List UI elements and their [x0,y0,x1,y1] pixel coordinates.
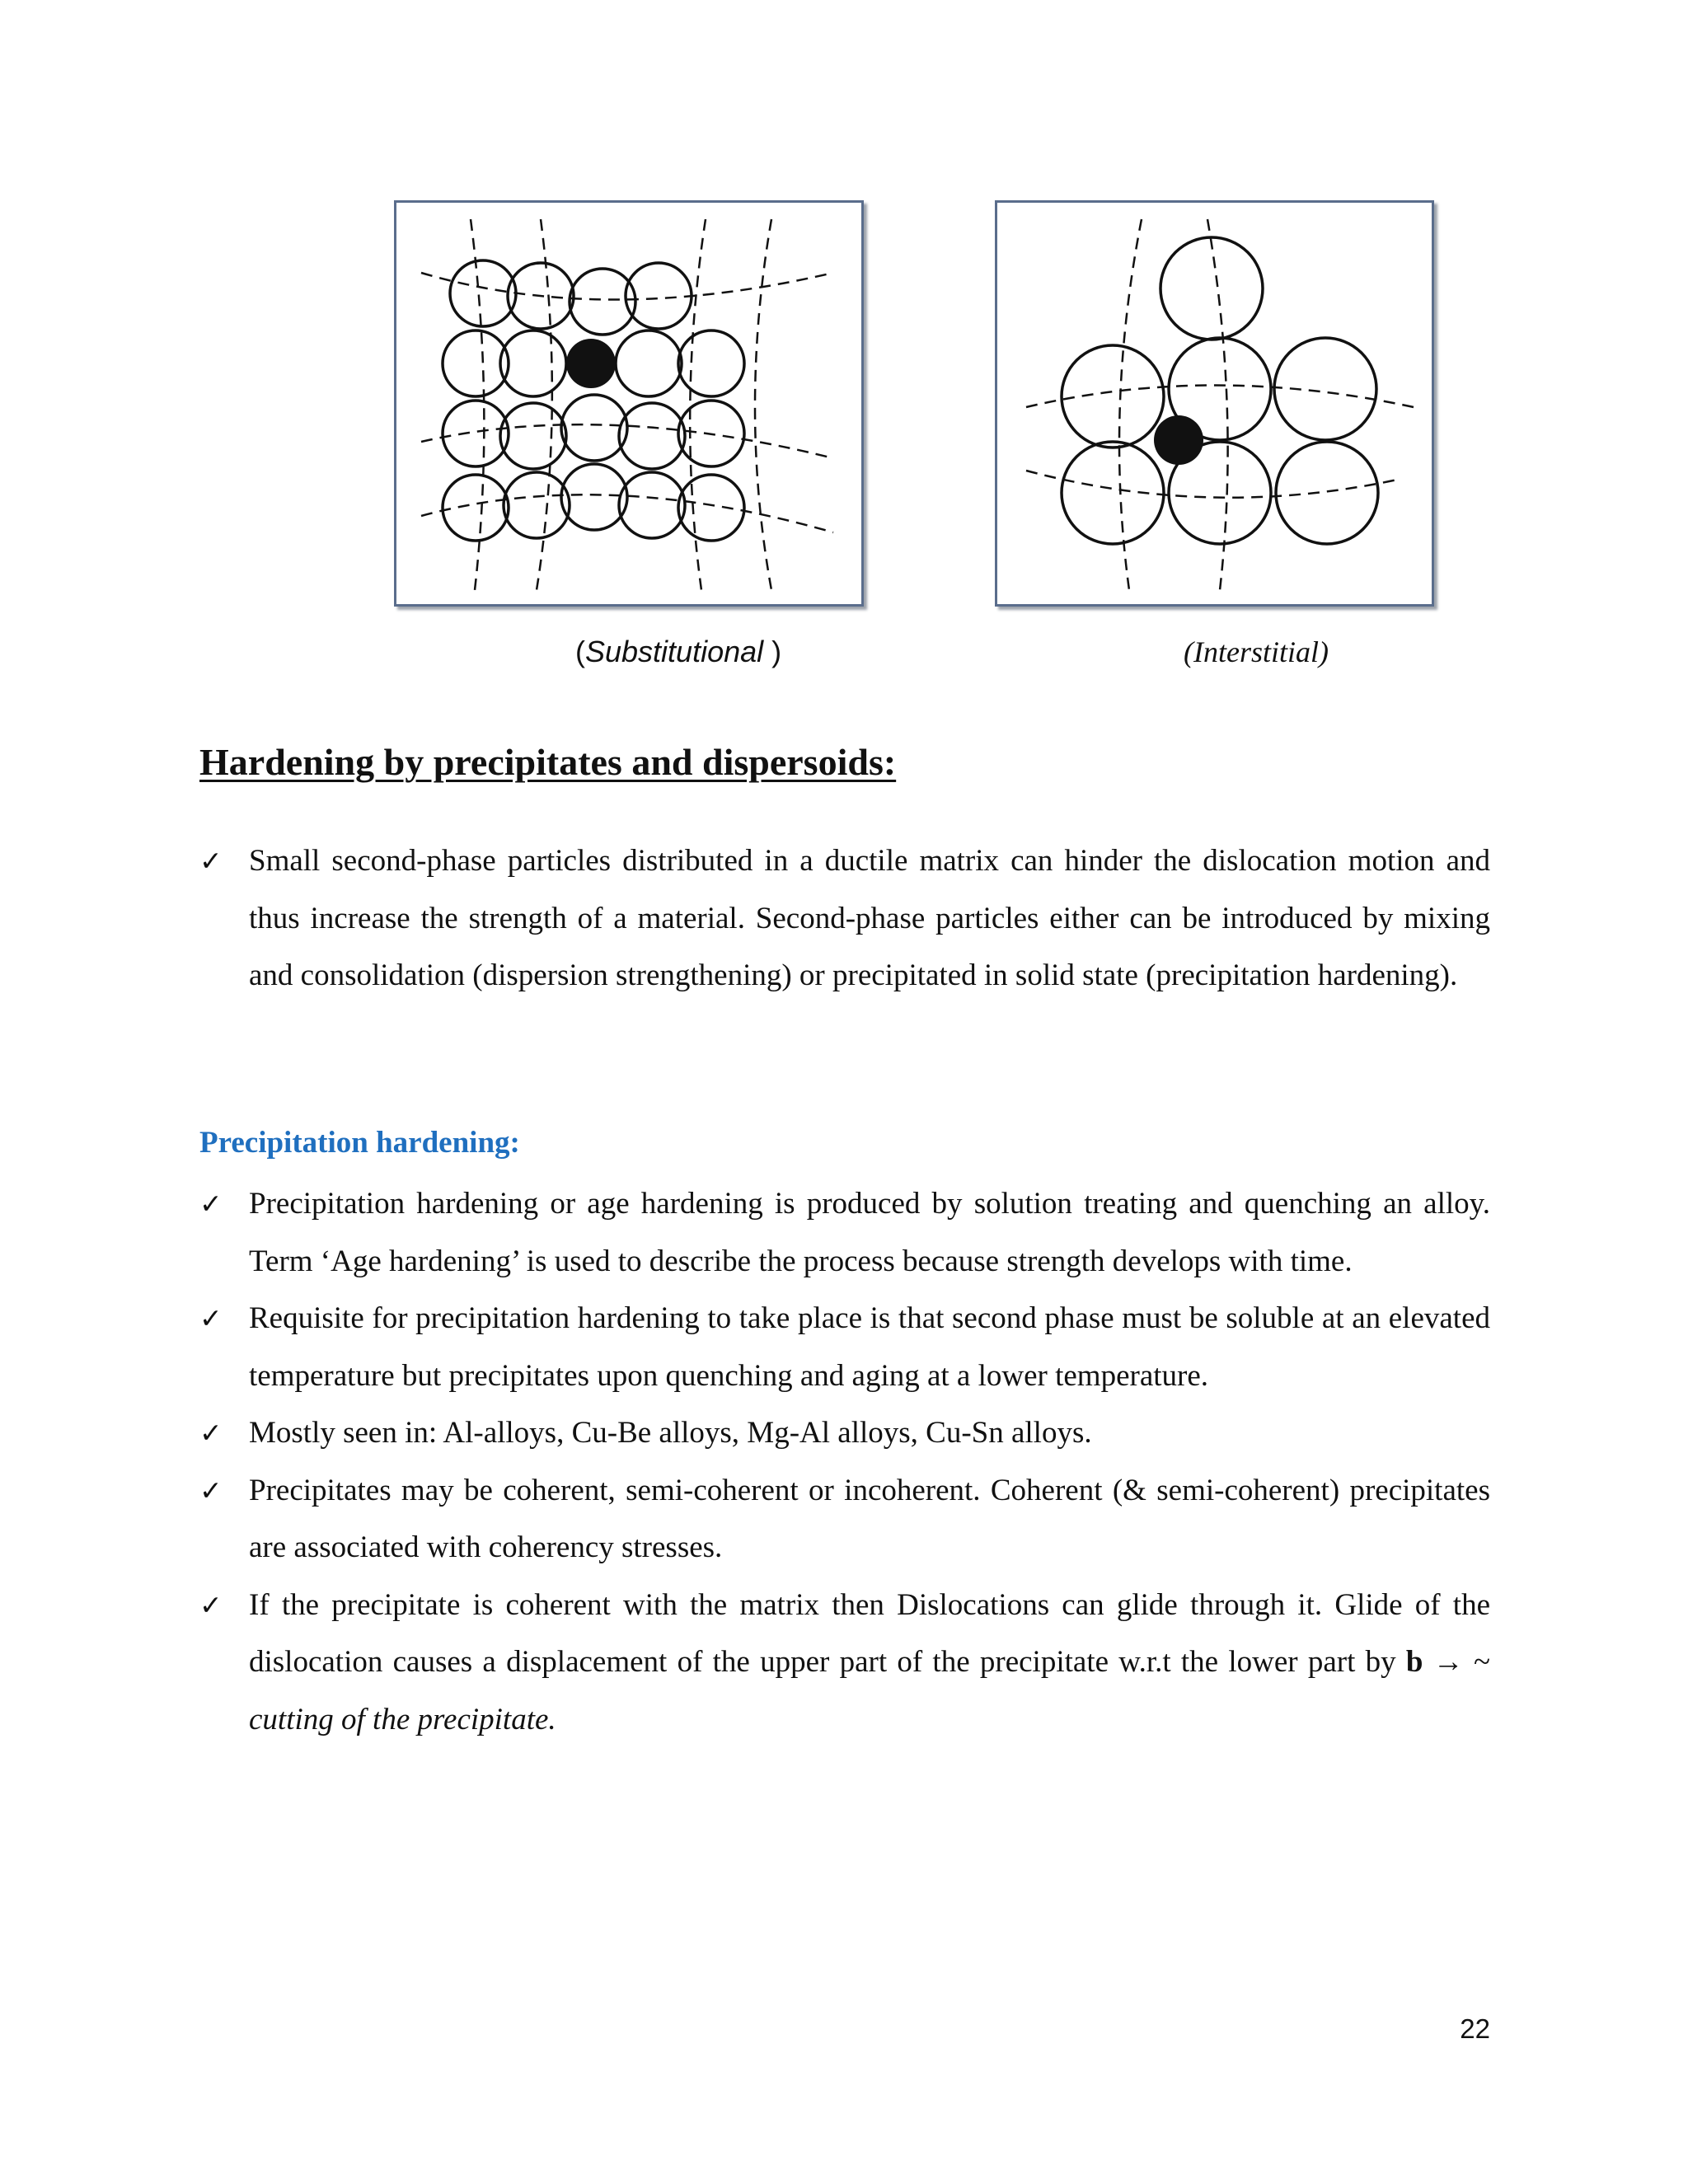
list-item: ✓ Mostly seen in: Al-alloys, Cu-Be alloys, Mg-Al alloys, Cu-Sn alloys. [199,1404,1490,1462]
substitutional-figure [394,200,864,607]
list-item: ✓ Requisite for precipitation hardening to take place is that second phase must be soluble at an elevated temperature but precipitates upon quenching and aging at a lower temperature. [199,1290,1490,1404]
list-item: ✓ Precipitates may be coherent, semi-coherent or incoherent. Coherent (& semi-coherent) precipitates are associated with coherency stresses. [199,1462,1490,1577]
checkmark-icon: ✓ [199,1588,223,1621]
section-heading: Hardening by precipitates and dispersoids: [199,741,897,783]
list-item: ✓ Precipitation hardening or age hardening is produced by solution treating and quenching an alloy. Term ‘Age hardening’ is used to describe the process because strength develops with time. [199,1175,1490,1290]
checkmark-icon: ✓ [199,1474,223,1507]
precipitation-bullet-list [199,1175,1490,1748]
subsection-heading: Precipitation hardening: [199,1126,520,1160]
checkmark-icon: ✓ [199,845,223,877]
checkmark-icon: ✓ [199,1417,223,1449]
page-number: 22 [1460,2013,1490,2044]
checkmark-icon: ✓ [199,1302,223,1334]
interstitial-figure [995,200,1434,607]
list-item: ✓ Small second-phase particles distributed in a ductile matrix can hinder the dislocation motion and thus increase the strength of a material. Second-phase particles either can be introduced by mixing and consolidation (dispersion strengthening) or precipitated in solid state (precipitation hardening). [199,832,1490,1005]
list-item: ✓ If the precipitate is coherent with the matrix then Dislocations can glide through it. Glide of the dislocation causes a displacement of the upper part of the precipitate w.r.t the lower part by b → ~ cutting of the precipitate. [199,1577,1490,1749]
checkmark-icon: ✓ [199,1188,223,1220]
substitutional-lattice-diagram [396,203,861,604]
substitutional-caption: (Substitutional ) [575,635,782,668]
burgers-vector-symbol: b [1405,1645,1423,1679]
interstitial-lattice-diagram [997,203,1432,604]
interstitial-caption: (Interstitial) [1184,635,1329,668]
intro-bullet-list [199,832,1490,1005]
